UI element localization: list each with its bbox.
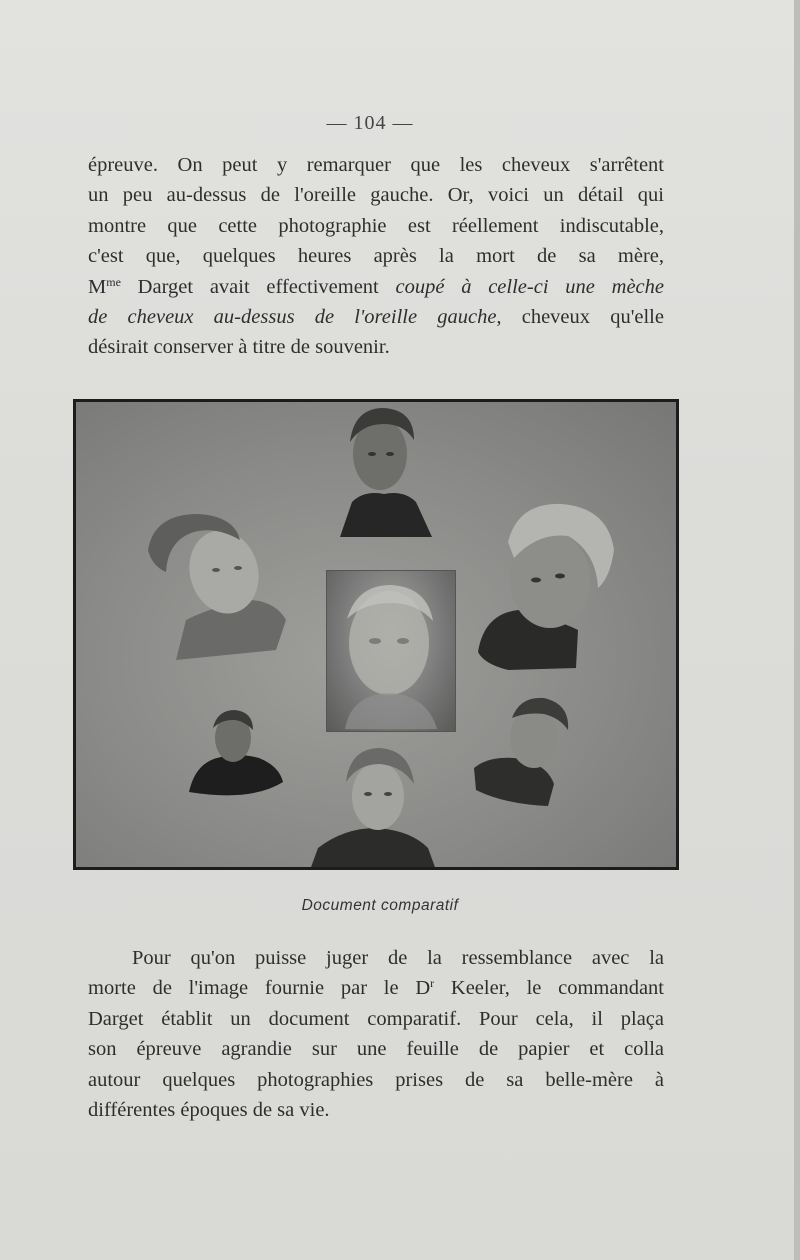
text-line: différentes époques de sa vie. bbox=[88, 1098, 330, 1121]
superscript: me bbox=[106, 274, 121, 289]
photo-collage-figure bbox=[73, 399, 679, 870]
italic-text: coupé à celle-ci une mèche bbox=[395, 275, 664, 298]
spirit-photograph bbox=[326, 570, 456, 732]
italic-text: de cheveux au-dessus de l'oreille gauche, bbox=[88, 305, 502, 328]
portrait-bottom bbox=[310, 744, 436, 870]
text-line: c'est que, quelques heures après la mort de sa mère, bbox=[88, 245, 664, 268]
page-edge bbox=[794, 0, 800, 1260]
portrait-top bbox=[334, 402, 434, 537]
portrait-lower-left bbox=[189, 708, 284, 798]
text-fragment: Keeler, le commandant bbox=[434, 977, 665, 1000]
text-line: Pour qu'on puisse juger de la ressemblance avec la bbox=[132, 947, 664, 969]
text-fragment: M bbox=[88, 275, 107, 298]
text-line: un peu au-dessus de l'oreille gauche. Or, voici un détail qui bbox=[88, 184, 664, 207]
paragraph-2 bbox=[88, 943, 664, 1125]
paragraph-1 bbox=[88, 150, 664, 363]
text-line: autour quelques photographies prises de sa belle-mère à bbox=[88, 1068, 664, 1091]
text-line: désirait conserver à titre de souvenir. bbox=[88, 336, 390, 359]
page-number: — 104 — bbox=[326, 112, 414, 134]
portrait-left bbox=[146, 510, 291, 660]
text-line: Darget établit un document comparatif. Pour cela, il plaça bbox=[88, 1007, 664, 1030]
text-line: épreuve. On peut y remarquer que les cheveux s'arrêtent bbox=[88, 154, 664, 176]
text-line bbox=[88, 272, 664, 302]
superscript: r bbox=[430, 976, 435, 991]
text-fragment: cheveux qu'elle bbox=[501, 305, 664, 328]
text-fragment: Darget avait effectivement bbox=[120, 275, 396, 298]
text-fragment: morte de l'image fournie par le D bbox=[88, 977, 431, 1000]
portrait-right bbox=[478, 502, 618, 672]
text-line bbox=[88, 302, 664, 332]
text-line: son épreuve agrandie sur une feuille de papier et colla bbox=[88, 1038, 664, 1061]
text-line: montre que cette photographie est réellement indiscutable, bbox=[88, 214, 664, 237]
text-line bbox=[88, 973, 664, 1003]
figure-caption: Document comparatif bbox=[301, 897, 459, 914]
portrait-lower-right bbox=[474, 696, 574, 808]
